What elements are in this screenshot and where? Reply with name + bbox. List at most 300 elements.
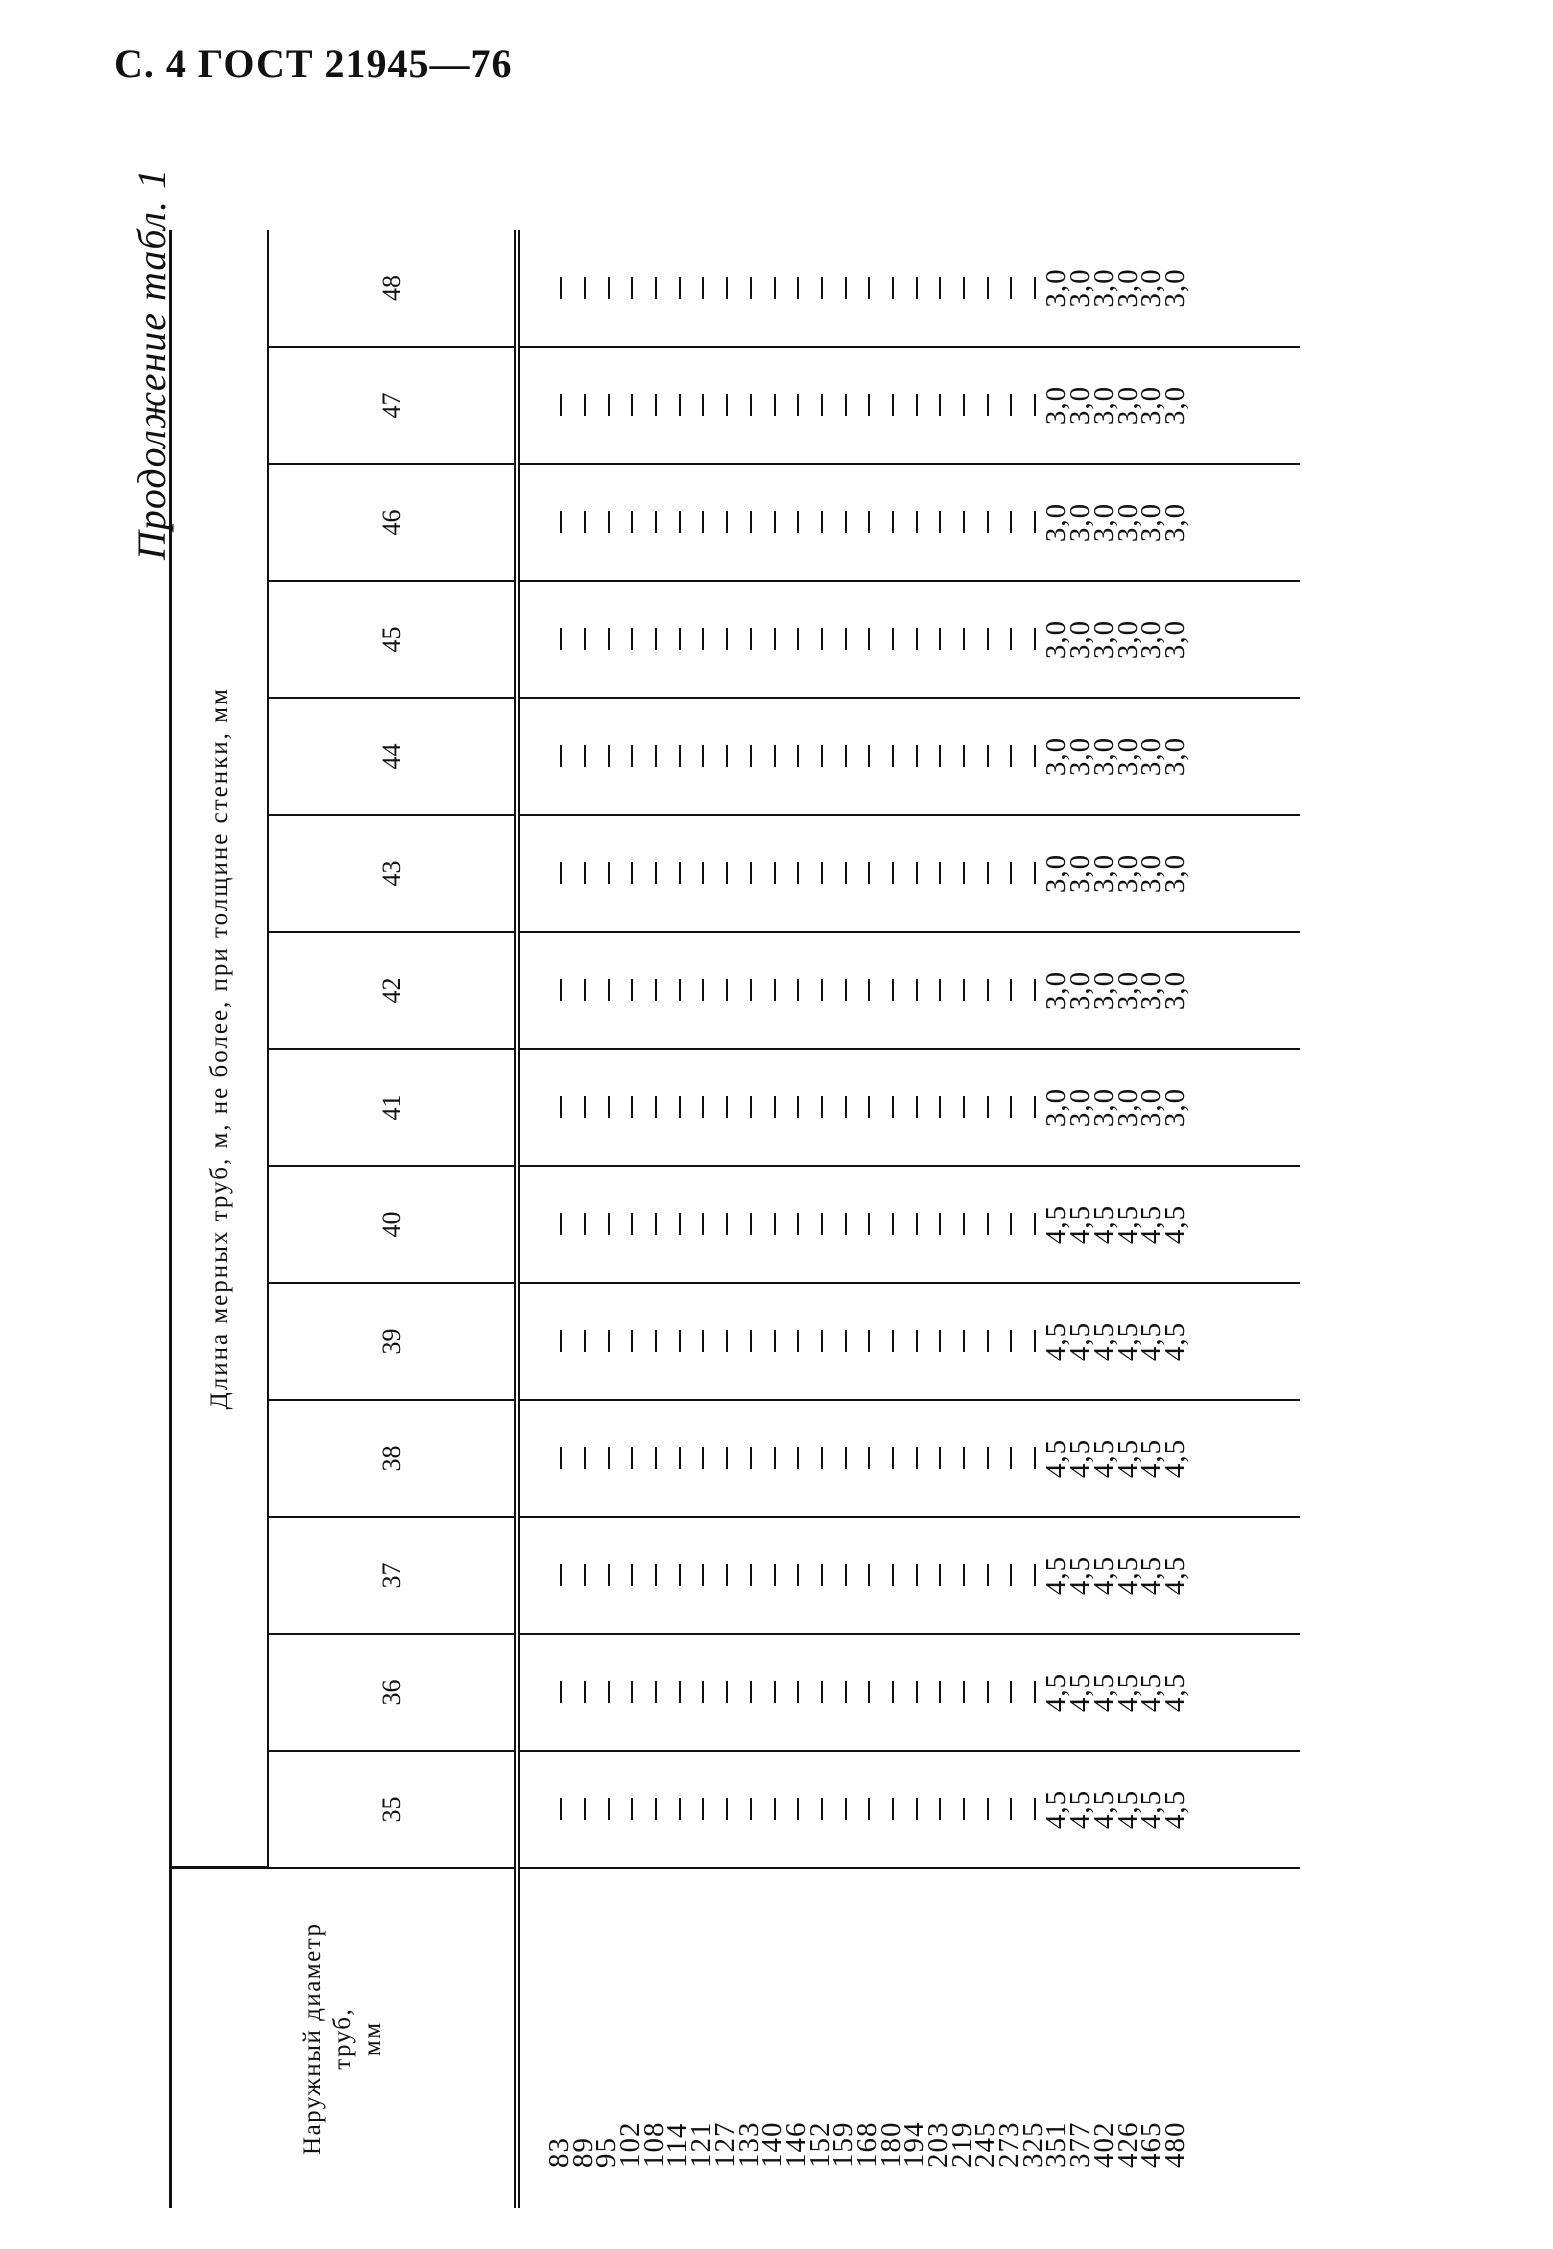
dash-mark (608, 1565, 610, 1587)
dash-mark (750, 395, 752, 417)
length-cell (572, 386, 596, 425)
length-cell (643, 1790, 667, 1829)
dash-mark (560, 277, 562, 299)
length-cell (548, 1790, 572, 1829)
dash-mark (584, 746, 586, 768)
dash-mark (750, 277, 752, 299)
dash-mark (987, 395, 989, 417)
dash-mark (750, 512, 752, 534)
length-value-list (520, 619, 1191, 660)
length-cell (832, 1556, 856, 1595)
length-cell (572, 1205, 596, 1244)
length-cell (548, 1673, 572, 1712)
diameter-value: 377 (1064, 2121, 1097, 2168)
length-cell (643, 1556, 667, 1595)
dash-mark (1034, 1214, 1036, 1236)
dash-mark (774, 1214, 776, 1236)
diameter-value: 203 (922, 2121, 954, 2168)
dash-mark (987, 1799, 989, 1821)
length-cell (998, 1205, 1022, 1244)
dash-mark (939, 746, 941, 768)
length-cell (880, 386, 904, 425)
dash-mark (868, 1799, 870, 1821)
length-value: 4,5 (1040, 1204, 1073, 1245)
length-column (517, 464, 1300, 581)
dash-mark (560, 746, 562, 768)
length-value: 3,0 (1040, 619, 1073, 660)
dash-mark (821, 277, 823, 299)
dash-mark (892, 277, 894, 299)
dash-mark (987, 1448, 989, 1470)
length-cell (1158, 853, 1191, 894)
dash-mark (679, 1214, 681, 1236)
length-cell (809, 268, 833, 307)
length-value: 3,0 (1135, 970, 1168, 1011)
dash-mark (963, 1799, 965, 1821)
length-cell (690, 1088, 714, 1127)
length-value: 4,5 (1135, 1321, 1168, 1362)
length-value: 3,0 (1087, 853, 1120, 894)
length-cell (832, 1673, 856, 1712)
dash-mark (868, 980, 870, 1002)
length-cell (832, 737, 856, 776)
dash-mark (845, 1214, 847, 1236)
length-cell (1158, 1672, 1191, 1713)
dash-mark (868, 277, 870, 299)
dash-mark (774, 1448, 776, 1470)
dash-mark (821, 1799, 823, 1821)
dash-mark (560, 1097, 562, 1119)
dash-mark (608, 1682, 610, 1704)
dash-mark (939, 863, 941, 885)
length-value: 3,0 (1111, 1087, 1144, 1128)
length-value: 4,5 (1064, 1672, 1097, 1713)
length-value-list (520, 1672, 1191, 1713)
wall-thickness-header: 37 (268, 1517, 517, 1634)
length-cell (690, 854, 714, 893)
diameter-value: 102 (614, 2121, 647, 2168)
length-cell (738, 1088, 762, 1127)
length-value: 3,0 (1135, 268, 1168, 308)
length-value: 4,5 (1087, 1789, 1120, 1830)
length-cell (643, 854, 667, 893)
diameter-value: 83 (543, 2137, 575, 2168)
length-cell (714, 737, 738, 776)
dash-mark (608, 1097, 610, 1119)
length-cell (856, 386, 880, 425)
dash-mark (845, 629, 847, 651)
length-cell (595, 1673, 619, 1712)
dash-mark (892, 746, 894, 768)
wall-thickness-header: 35 (268, 1751, 517, 1868)
length-cell (548, 1556, 572, 1595)
dash-mark (1034, 1682, 1036, 1704)
length-cell (595, 1205, 619, 1244)
length-cell (714, 971, 738, 1010)
dash-mark (1010, 1799, 1012, 1821)
length-cell (785, 1088, 809, 1127)
dash-mark (560, 863, 562, 885)
length-cell (856, 1205, 880, 1244)
length-cell (856, 1439, 880, 1478)
length-value: 3,0 (1111, 268, 1144, 308)
length-cell (927, 503, 951, 542)
length-value: 3,0 (1040, 385, 1073, 426)
length-cell (761, 737, 785, 776)
dash-mark (750, 1097, 752, 1119)
length-cell (643, 268, 667, 307)
dash-mark (560, 1448, 562, 1470)
dash-mark (892, 1565, 894, 1587)
length-cell (714, 1205, 738, 1244)
dash-mark (939, 277, 941, 299)
dash-mark (892, 629, 894, 651)
dash-mark (892, 1682, 894, 1704)
length-cell (809, 1205, 833, 1244)
length-cell (1158, 970, 1191, 1011)
dash-mark (750, 1682, 752, 1704)
dash-mark (655, 980, 657, 1002)
dash-mark (845, 1097, 847, 1119)
dash-mark (1010, 395, 1012, 417)
dash-mark (892, 1799, 894, 1821)
diameter-value: 194 (898, 2121, 931, 2168)
length-cell (856, 268, 880, 307)
dash-mark (821, 1214, 823, 1236)
dash-mark (631, 1331, 633, 1353)
length-cell (951, 386, 975, 425)
dash-mark (702, 629, 704, 651)
length-cell (880, 971, 904, 1010)
length-cell (998, 268, 1022, 307)
length-cell (666, 1205, 690, 1244)
dash-mark (987, 980, 989, 1002)
dash-mark (868, 629, 870, 651)
length-cell (785, 971, 809, 1010)
dash-mark (750, 863, 752, 885)
length-cell (548, 620, 572, 659)
dash-mark (679, 277, 681, 299)
dash-mark (987, 746, 989, 768)
diameter-value: 480 (1158, 2121, 1191, 2168)
length-cell (619, 386, 643, 425)
length-cell (903, 1205, 927, 1244)
dash-mark (774, 512, 776, 534)
length-value: 4,5 (1111, 1555, 1144, 1596)
length-cell (666, 1088, 690, 1127)
dash-mark (726, 1214, 728, 1236)
dash-mark (963, 1331, 965, 1353)
dash-mark (608, 1799, 610, 1821)
length-cell (738, 268, 762, 307)
length-cell (856, 1790, 880, 1829)
length-cell (809, 737, 833, 776)
dash-mark (987, 1682, 989, 1704)
length-cell (690, 386, 714, 425)
length-cell (927, 268, 951, 307)
dash-mark (868, 1682, 870, 1704)
length-value: 3,0 (1087, 736, 1120, 777)
dash-mark (1034, 1097, 1036, 1119)
dash-mark (774, 746, 776, 768)
length-value: 3,0 (1158, 1087, 1191, 1128)
dash-mark (892, 1214, 894, 1236)
length-value: 3,0 (1135, 1087, 1168, 1128)
length-cell (903, 1790, 927, 1829)
length-cell (856, 854, 880, 893)
dash-mark (845, 1799, 847, 1821)
dash-mark (774, 1682, 776, 1704)
length-cell (666, 503, 690, 542)
dash-mark (679, 512, 681, 534)
dash-mark (987, 1097, 989, 1119)
dash-mark (821, 980, 823, 1002)
wall-thickness-header: 40 (268, 1166, 517, 1283)
length-value: 4,5 (1111, 1204, 1144, 1245)
dash-mark (655, 1682, 657, 1704)
length-cell (880, 1439, 904, 1478)
dash-mark (797, 629, 799, 651)
length-column (517, 1634, 1300, 1751)
wall-thickness-header: 47 (268, 347, 517, 464)
length-value: 3,0 (1087, 385, 1120, 426)
length-value: 3,0 (1158, 619, 1191, 660)
length-cell (998, 737, 1022, 776)
dash-mark (560, 512, 562, 534)
length-cell (738, 1322, 762, 1361)
wall-thickness-header: 48 (268, 230, 517, 347)
length-cell (927, 971, 951, 1010)
length-cell (927, 1088, 951, 1127)
length-value: 4,5 (1135, 1438, 1168, 1479)
dash-mark (821, 512, 823, 534)
length-value: 4,5 (1135, 1555, 1168, 1596)
length-cell (595, 1088, 619, 1127)
diameter-column (517, 1868, 1300, 2208)
length-cell (785, 1673, 809, 1712)
length-cell (666, 1673, 690, 1712)
length-value: 4,5 (1135, 1672, 1168, 1713)
diameter-value: 140 (756, 2121, 789, 2168)
length-cell (974, 1088, 998, 1127)
length-cell (903, 268, 927, 307)
dash-mark (726, 1799, 728, 1821)
length-cell (619, 1205, 643, 1244)
dash-mark (845, 277, 847, 299)
length-cell (809, 1322, 833, 1361)
length-cell (856, 1088, 880, 1127)
length-value: 4,5 (1135, 1204, 1168, 1245)
length-cell (690, 737, 714, 776)
length-cell (927, 1556, 951, 1595)
dash-mark (608, 512, 610, 534)
dash-mark (797, 277, 799, 299)
dash-mark (655, 1799, 657, 1821)
dash-mark (797, 1214, 799, 1236)
length-value-list (520, 1555, 1191, 1596)
length-cell (1158, 268, 1191, 308)
dash-mark (987, 1565, 989, 1587)
length-value: 4,5 (1087, 1204, 1120, 1245)
length-cell (666, 854, 690, 893)
dash-mark (774, 1565, 776, 1587)
length-cell (595, 1556, 619, 1595)
dash-mark (963, 1214, 965, 1236)
length-cell (856, 737, 880, 776)
length-cell (690, 1673, 714, 1712)
length-cell (548, 1322, 572, 1361)
dash-mark (1034, 629, 1036, 651)
length-cell (1158, 1555, 1191, 1596)
wall-thickness-header: 38 (268, 1400, 517, 1517)
length-column (517, 347, 1300, 464)
length-cell (643, 737, 667, 776)
dash-mark (1010, 1448, 1012, 1470)
dash-mark (1010, 980, 1012, 1002)
diameter-value: 245 (969, 2121, 1002, 2168)
length-value: 3,0 (1135, 736, 1168, 777)
length-cell (619, 1322, 643, 1361)
length-cell (903, 971, 927, 1010)
dash-mark (868, 512, 870, 534)
length-cell (666, 620, 690, 659)
dash-mark (631, 1565, 633, 1587)
length-value: 4,5 (1111, 1438, 1144, 1479)
length-cell (714, 503, 738, 542)
dash-mark (1034, 980, 1036, 1002)
length-cell (666, 971, 690, 1010)
length-value-list (520, 1789, 1191, 1830)
diameter-value: 168 (850, 2121, 883, 2168)
length-cell (714, 268, 738, 307)
length-value: 3,0 (1158, 385, 1191, 426)
length-cell (690, 1790, 714, 1829)
length-cell (998, 1673, 1022, 1712)
length-cell (690, 1439, 714, 1478)
length-value: 4,5 (1064, 1555, 1097, 1596)
length-value: 3,0 (1064, 619, 1097, 660)
diameter-column-header (171, 1868, 518, 2208)
length-cell (714, 1556, 738, 1595)
length-column (517, 1166, 1300, 1283)
length-cell (832, 1322, 856, 1361)
dash-mark (608, 746, 610, 768)
length-cell (761, 1790, 785, 1829)
length-value: 4,5 (1158, 1672, 1191, 1713)
length-value: 4,5 (1135, 1789, 1168, 1830)
dash-mark (892, 1448, 894, 1470)
length-cell (927, 737, 951, 776)
length-column (517, 230, 1300, 347)
dash-mark (916, 746, 918, 768)
dash-mark (845, 980, 847, 1002)
dash-mark (608, 1214, 610, 1236)
dash-mark (845, 395, 847, 417)
length-cell (809, 1439, 833, 1478)
length-cell (927, 854, 951, 893)
dash-mark (584, 512, 586, 534)
dash-mark (702, 1682, 704, 1704)
length-cell (643, 386, 667, 425)
length-cell (738, 620, 762, 659)
length-cell (809, 1556, 833, 1595)
length-cell (619, 620, 643, 659)
length-cell (690, 620, 714, 659)
dash-mark (584, 1682, 586, 1704)
length-cell (832, 620, 856, 659)
wall-thickness-header: 43 (268, 815, 517, 932)
length-cell (714, 1790, 738, 1829)
length-cell (785, 737, 809, 776)
length-cell (619, 1673, 643, 1712)
dash-mark (774, 1097, 776, 1119)
length-cell (903, 620, 927, 659)
length-cell (548, 854, 572, 893)
dash-mark (584, 1214, 586, 1236)
dash-mark (845, 1565, 847, 1587)
dash-mark (916, 1799, 918, 1821)
length-value: 3,0 (1111, 853, 1144, 894)
dash-mark (963, 980, 965, 1002)
length-cell (785, 1556, 809, 1595)
diameter-value: 108 (637, 2121, 670, 2168)
length-value-list (520, 1321, 1191, 1362)
dash-mark (939, 1097, 941, 1119)
length-value: 3,0 (1064, 1087, 1097, 1128)
dash-mark (939, 512, 941, 534)
length-cell (761, 620, 785, 659)
dash-mark (1034, 1448, 1036, 1470)
length-value: 3,0 (1040, 502, 1073, 543)
length-cell (974, 1673, 998, 1712)
length-cell (903, 1439, 927, 1478)
length-cell (690, 1556, 714, 1595)
dash-mark (774, 277, 776, 299)
dash-mark (584, 1799, 586, 1821)
dash-mark (1010, 512, 1012, 534)
length-column (517, 581, 1300, 698)
dash-mark (987, 1214, 989, 1236)
dash-mark (1034, 863, 1036, 885)
length-value: 3,0 (1135, 619, 1168, 660)
length-cell (619, 737, 643, 776)
length-cell (1158, 1438, 1191, 1479)
dash-mark (584, 1331, 586, 1353)
dash-mark (892, 1097, 894, 1119)
dash-mark (679, 746, 681, 768)
length-cell (643, 1439, 667, 1478)
dash-mark (655, 1331, 657, 1353)
dash-mark (1010, 629, 1012, 651)
length-cell (643, 971, 667, 1010)
length-cell (951, 503, 975, 542)
length-cell (856, 620, 880, 659)
length-cell (714, 1673, 738, 1712)
dash-mark (774, 395, 776, 417)
dash-mark (963, 512, 965, 534)
length-cell (903, 737, 927, 776)
length-cell (903, 386, 927, 425)
length-cell (738, 386, 762, 425)
length-value: 3,0 (1064, 853, 1097, 894)
length-cell (951, 1439, 975, 1478)
dash-mark (655, 863, 657, 885)
length-value: 4,5 (1111, 1672, 1144, 1713)
dash-mark (726, 863, 728, 885)
dash-mark (631, 1682, 633, 1704)
length-cell (903, 1322, 927, 1361)
dash-mark (939, 1214, 941, 1236)
